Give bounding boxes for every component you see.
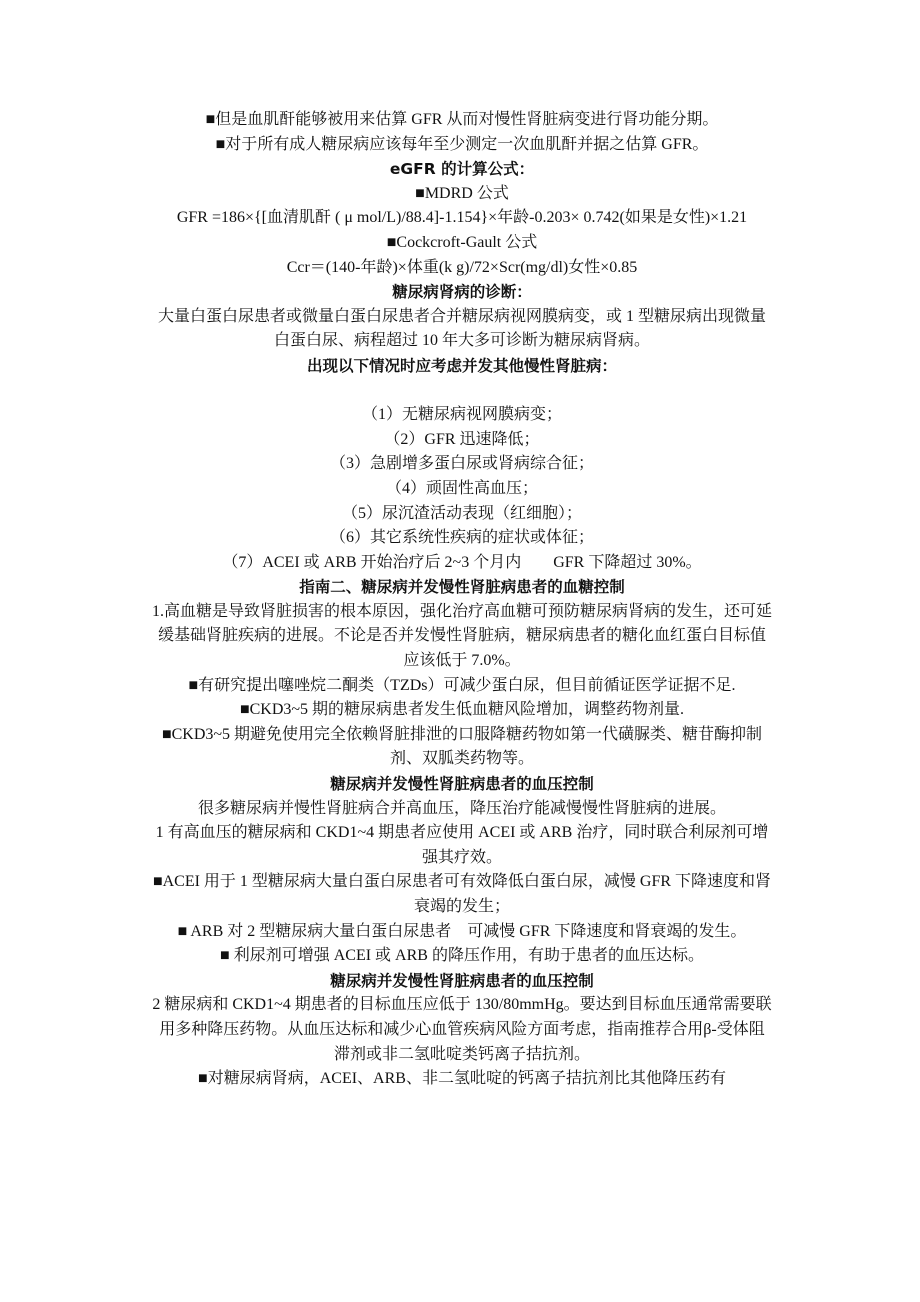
paragraph-bp-1: 1 有高血压的糖尿病和 CKD1~4 期患者应使用 ACEI 或 ARB 治疗，同时联合利尿剂可增强其疗效。: [155, 824, 769, 866]
condition-item: （5）尿沉渣活动表现（红细胞）；: [341, 504, 582, 522]
heading-guideline-two: 指南二、糖尿病并发慢性肾脏病患者的血糖控制: [299, 578, 625, 597]
paragraph-bp-6: ■对糖尿病肾病，ACEI、ARB、非二氢吡啶的钙离子拮抗剂比其他降压药有: [198, 1070, 726, 1088]
paragraph-serum-creatinine: ■但是血肌酐能够被用来估算 GFR 从而对慢性肾脏病变进行肾功能分期。: [205, 111, 719, 128]
paragraph-bp-3: ■ ARB 对 2 型糖尿病大量白蛋白尿患者 可减慢 GFR 下降速度和肾衰竭的发生。: [177, 922, 747, 940]
paragraph-glucose-1: 1.高血糖是导致肾脏损害的根本原因，强化治疗高血糖可预防糖尿病肾病的发生，还可延缓基础肾脏疾病的进展。不论是否并发慢性肾脏病，糖尿病患者的糖化血红蛋白目标值应该低于 7.0%。: [152, 602, 773, 670]
heading-egfr-formula: eGFR 的计算公式：: [389, 160, 535, 179]
paragraph-glucose-3: ■CKD3~5 期的糖尿病患者发生低血糖风险增加，调整药物剂量.: [239, 701, 685, 719]
cockcroft-gault-formula: Ccr＝(140-年龄)×体重(k g)/72×Scr(mg/dl)女性×0.85: [286, 258, 638, 276]
condition-item: （7）ACEI 或 ARB 开始治疗后 2~3 个月内 GFR 下降超过 30%。: [222, 553, 702, 571]
paragraph-bp-5: 2 糖尿病和 CKD1~4 期患者的目标血压应低于 130/80mmHg。要达到目标血压通常需要联用多种降压药物。从血压达标和减少心血管疾病风险方面考虑，指南推荐合用β-受体阻滞剂或非二氢吡啶类钙离子拮抗剂。: [152, 996, 772, 1063]
condition-item: （1）无糖尿病视网膜病变；: [361, 406, 562, 424]
blank-line: [152, 379, 772, 404]
mdrd-formula: GFR =186×{[血清肌酐 ( μ mol/L)/88.4]-1.154}×年龄-0.203× 0.742(如果是女性)×1.21: [176, 209, 748, 227]
condition-item: （2）GFR 迅速降低；: [384, 430, 540, 448]
paragraph-diagnosis: 大量白蛋白尿患者或微量白蛋白尿患者合并糖尿病视网膜病变，或 1 型糖尿病出现微量白蛋白尿、病程超过 10 年大多可诊断为糖尿病肾病。: [157, 307, 766, 350]
condition-item: （3）急剧增多蛋白尿或肾病综合征；: [329, 455, 594, 473]
paragraph-annual-test: ■对于所有成人糖尿病应该每年至少测定一次血肌酐并据之估算 GFR。: [215, 135, 709, 153]
heading-bp-control: 糖尿病并发慢性肾脏病患者的血压控制: [330, 775, 594, 794]
heading-diagnosis: 糖尿病肾病的诊断：: [392, 283, 532, 302]
paragraph-glucose-2: ■有研究提出噻唑烷二酮类（TZDs）可减少蛋白尿，但目前循证医学证据不足.: [188, 676, 736, 694]
cockcroft-gault-title: ■Cockcroft-Gault 公式: [386, 233, 538, 251]
mdrd-title: ■MDRD 公式: [415, 184, 509, 202]
paragraph-glucose-4: ■CKD3~5 期避免使用完全依赖肾脏排泄的口服降糖药物如第一代磺脲类、糖苷酶抑制剂、双胍类药物等。: [161, 725, 763, 768]
document-page: [152, 108, 772, 1092]
heading-other-ckd: 出现以下情况时应考虑并发其他慢性肾脏病：: [306, 356, 617, 375]
heading-bp-control-2: 糖尿病并发慢性肾脏病患者的血压控制: [330, 971, 594, 990]
condition-item: （4）顽固性高血压；: [385, 479, 538, 497]
paragraph-bp-2: ■ACEI 用于 1 型糖尿病大量白蛋白尿患者可有效降低白蛋白尿，减慢 GFR 下降速度和肾衰竭的发生；: [152, 873, 772, 915]
condition-item: （6）其它系统性疾病的症状或体征；: [329, 529, 594, 547]
paragraph-bp-4: ■ 利尿剂可增强 ACEI 或 ARB 的降压作用，有助于患者的血压达标。: [220, 947, 704, 965]
paragraph-bp-intro: 很多糖尿病并慢性肾脏病合并高血压，降压治疗能减慢慢性肾脏病的进展。: [197, 799, 726, 817]
